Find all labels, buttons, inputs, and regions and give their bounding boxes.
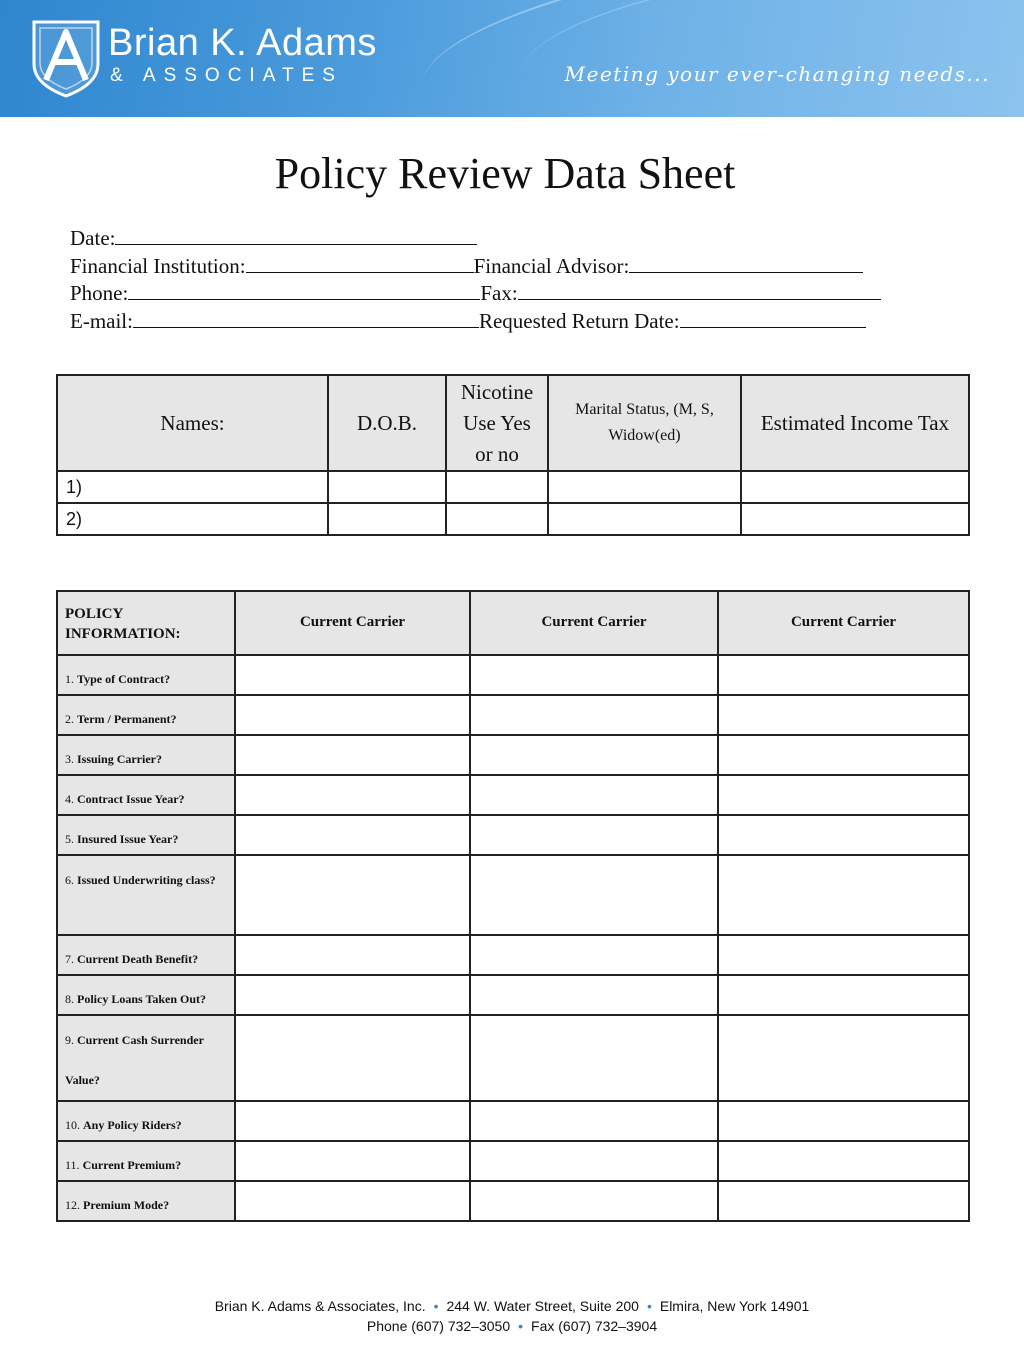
income-tax-cell[interactable] [741, 471, 969, 503]
names-table-header [57, 375, 969, 471]
institution-field[interactable] [246, 253, 474, 273]
table-row [57, 1101, 969, 1141]
carrier-answer-cell[interactable] [235, 815, 470, 855]
company-subtitle: & ASSOCIATES [110, 65, 343, 86]
carrier-answer-cell[interactable] [235, 1181, 470, 1221]
table-row [57, 1015, 969, 1101]
question-text: Contract Issue Year? [77, 791, 185, 806]
carrier-answer-cell[interactable] [470, 1181, 718, 1221]
marital-cell[interactable] [548, 471, 741, 503]
names-table [56, 374, 970, 536]
date-line [70, 225, 881, 253]
carrier-answer-cell[interactable] [718, 1181, 969, 1221]
question-text: Policy Loans Taken Out? [77, 991, 207, 1006]
footer-company: Brian K. Adams & Associates, Inc. [214, 1298, 426, 1314]
table-row [57, 503, 969, 535]
header-names: Names: [57, 375, 328, 471]
carrier-answer-cell[interactable] [718, 775, 969, 815]
question-number: 3. [65, 751, 74, 766]
carrier-answer-cell[interactable] [470, 1015, 718, 1101]
question-number: 7. [65, 951, 74, 966]
date-label: Date: [70, 226, 116, 250]
question-text: Premium Mode? [83, 1197, 170, 1212]
policy-table [56, 590, 970, 1222]
question-text: Issuing Carrier? [77, 751, 162, 766]
carrier-answer-cell[interactable] [235, 1101, 470, 1141]
policy-table-header [57, 591, 969, 655]
email-line [70, 308, 881, 336]
nicotine-cell[interactable] [446, 471, 548, 503]
question-text: Issued Underwriting class? [77, 873, 216, 887]
policy-question-cell [57, 1141, 235, 1181]
footer-city: Elmira, New York 14901 [659, 1298, 810, 1314]
header-nicotine: Nicotine Use Yes or no [446, 375, 548, 471]
table-row [57, 1181, 969, 1221]
nicotine-cell[interactable] [446, 503, 548, 535]
carrier-answer-cell[interactable] [470, 855, 718, 935]
footer-fax: Fax (607) 732–3904 [531, 1318, 658, 1334]
header-carrier-2: Current Carrier [470, 591, 718, 655]
carrier-answer-cell[interactable] [718, 1141, 969, 1181]
carrier-answer-cell[interactable] [470, 975, 718, 1015]
question-number: 1. [65, 671, 74, 686]
page-title: Policy Review Data Sheet [274, 149, 736, 198]
table-row [57, 975, 969, 1015]
carrier-answer-cell[interactable] [235, 695, 470, 735]
carrier-answer-cell[interactable] [235, 775, 470, 815]
carrier-answer-cell[interactable] [718, 855, 969, 935]
carrier-answer-cell[interactable] [718, 655, 969, 695]
company-tagline: Meeting your ever-changing needs... [564, 62, 990, 86]
dob-cell[interactable] [328, 503, 446, 535]
return-date-field[interactable] [680, 308, 866, 328]
row-number: 1) [57, 471, 328, 503]
carrier-answer-cell[interactable] [718, 1015, 969, 1101]
policy-rows [57, 655, 969, 1221]
marital-cell[interactable] [548, 503, 741, 535]
policy-question-cell [57, 735, 235, 775]
question-number: 2. [65, 711, 74, 726]
banner-swoosh [515, 0, 1024, 117]
carrier-answer-cell[interactable] [470, 1101, 718, 1141]
footer-separator: • [433, 1298, 439, 1314]
header-banner [0, 0, 1024, 117]
carrier-answer-cell[interactable] [235, 1141, 470, 1181]
question-number: 10. [65, 1117, 80, 1132]
header-carrier-1: Current Carrier [235, 591, 470, 655]
footer-contact-line [0, 1316, 1024, 1336]
question-text: Current Death Benefit? [77, 951, 199, 966]
carrier-answer-cell[interactable] [718, 695, 969, 735]
policy-question-cell [57, 935, 235, 975]
carrier-answer-cell[interactable] [235, 1015, 470, 1101]
return-date-label: Requested Return Date: [478, 308, 680, 333]
carrier-answer-cell[interactable] [718, 815, 969, 855]
table-row [57, 935, 969, 975]
carrier-answer-cell[interactable] [235, 855, 470, 935]
fax-field[interactable] [518, 280, 881, 300]
carrier-answer-cell[interactable] [235, 735, 470, 775]
advisor-field[interactable] [629, 253, 863, 273]
phone-line [70, 280, 881, 308]
question-number: 6. [65, 873, 74, 887]
row-number: 2) [57, 503, 328, 535]
footer-address-line [0, 1296, 1024, 1316]
policy-question-cell [57, 775, 235, 815]
header-carrier-3: Current Carrier [718, 591, 969, 655]
table-row [57, 855, 969, 935]
question-text: Current Premium? [82, 1157, 182, 1172]
footer [0, 1296, 1024, 1336]
carrier-answer-cell[interactable] [718, 735, 969, 775]
fax-label: Fax: [480, 281, 518, 305]
question-text: Type of Contract? [77, 671, 171, 686]
question-number: 11. [65, 1157, 80, 1172]
question-text: Term / Permanent? [77, 711, 177, 726]
carrier-answer-cell[interactable] [470, 1141, 718, 1181]
table-row [57, 735, 969, 775]
table-row [57, 775, 969, 815]
header-marital-status: Marital Status, (M, S, Widow(ed) [548, 375, 741, 471]
question-text: Insured Issue Year? [77, 831, 179, 846]
carrier-answer-cell[interactable] [470, 695, 718, 735]
income-tax-cell[interactable] [741, 503, 969, 535]
policy-question-cell [57, 1015, 235, 1101]
carrier-answer-cell[interactable] [718, 1101, 969, 1141]
policy-question-cell [57, 695, 235, 735]
question-text: Any Policy Riders? [83, 1117, 182, 1132]
footer-separator: • [646, 1298, 652, 1314]
policy-question-cell [57, 815, 235, 855]
footer-separator: • [518, 1318, 524, 1334]
policy-question-cell [57, 1181, 235, 1221]
carrier-answer-cell[interactable] [470, 655, 718, 695]
policy-question-cell [57, 855, 235, 935]
contact-info-fields [70, 225, 881, 335]
question-number: 9. [65, 1033, 74, 1047]
policy-question-cell [57, 655, 235, 695]
table-row [57, 471, 969, 503]
carrier-answer-cell[interactable] [235, 655, 470, 695]
institution-line [70, 253, 881, 281]
carrier-answer-cell[interactable] [470, 735, 718, 775]
table-row [57, 695, 969, 735]
email-label: E-mail: [70, 308, 133, 333]
table-row [57, 655, 969, 695]
company-name: Brian K. Adams [108, 22, 377, 64]
institution-label: Financial Institution: [70, 253, 246, 278]
carrier-answer-cell[interactable] [235, 935, 470, 975]
phone-label: Phone: [70, 281, 129, 305]
carrier-answer-cell[interactable] [470, 775, 718, 815]
logo-shield-icon [30, 18, 102, 98]
carrier-answer-cell[interactable] [470, 935, 718, 975]
question-text: Current Cash Surrender Value? [65, 1033, 204, 1087]
header-income-tax: Estimated Income Tax [741, 375, 969, 471]
footer-phone: Phone (607) 732–3050 [366, 1318, 511, 1334]
question-number: 5. [65, 831, 74, 846]
date-field[interactable] [115, 225, 477, 245]
carrier-answer-cell[interactable] [235, 975, 470, 1015]
table-row [57, 1141, 969, 1181]
question-number: 4. [65, 791, 74, 806]
advisor-label: Financial Advisor: [473, 253, 630, 278]
phone-field[interactable] [128, 280, 480, 300]
question-number: 8. [65, 991, 74, 1006]
footer-address: 244 W. Water Street, Suite 200 [446, 1298, 639, 1314]
question-number: 12. [65, 1197, 80, 1212]
carrier-answer-cell[interactable] [718, 975, 969, 1015]
carrier-answer-cell[interactable] [470, 815, 718, 855]
policy-question-cell [57, 1101, 235, 1141]
email-field[interactable] [133, 308, 479, 328]
header-policy-information: POLICY INFORMATION: [57, 591, 235, 655]
table-row [57, 815, 969, 855]
policy-question-cell [57, 975, 235, 1015]
dob-cell[interactable] [328, 471, 446, 503]
carrier-answer-cell[interactable] [718, 935, 969, 975]
header-dob: D.O.B. [328, 375, 446, 471]
